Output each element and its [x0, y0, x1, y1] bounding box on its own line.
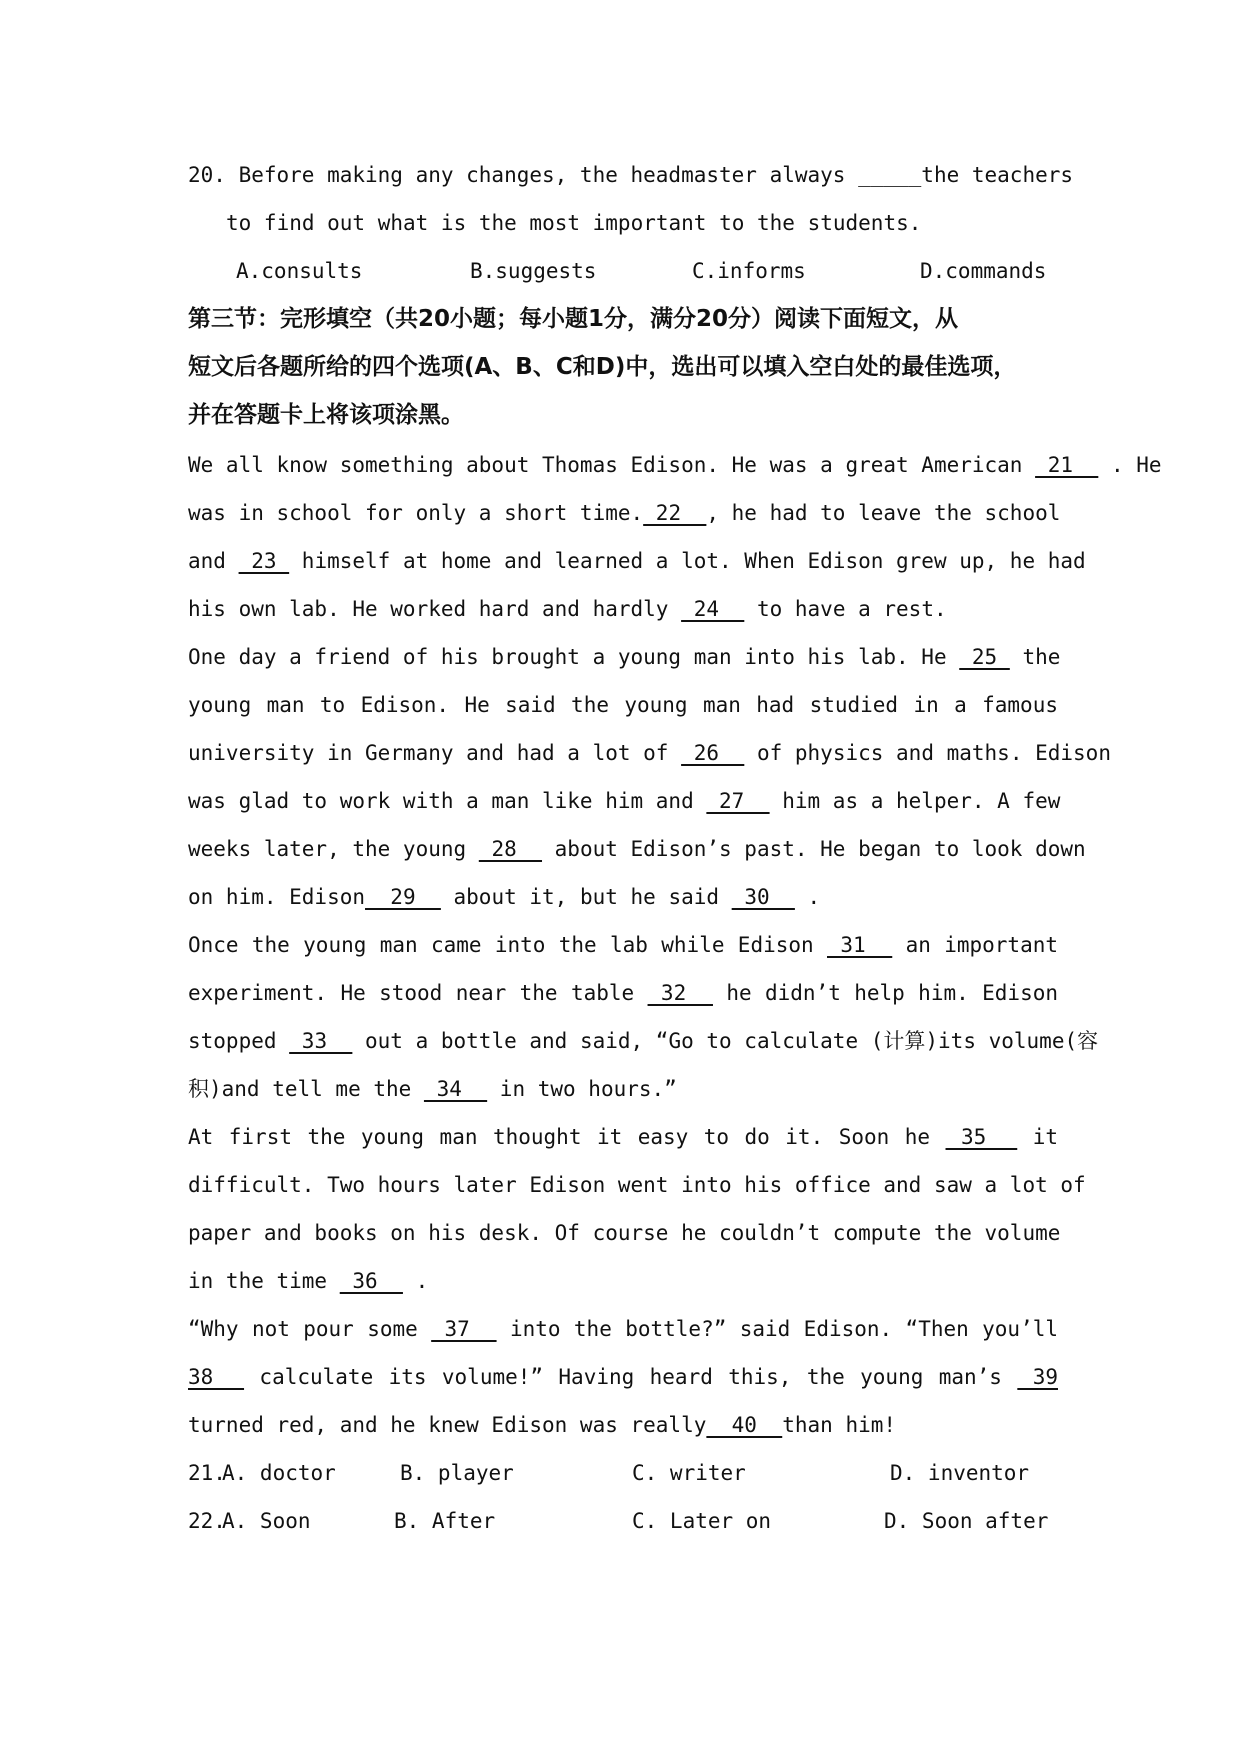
blank-37: 37: [431, 1317, 497, 1341]
q21-option-c[interactable]: C. writer: [632, 1461, 746, 1485]
passage-line: was glad to work with a man like him and 27 him as a helper. A few: [188, 789, 1061, 813]
q22-option-b[interactable]: B. After: [394, 1509, 496, 1533]
q20-stem-line2: to find out what is the most important to the students.: [226, 211, 922, 235]
passage-line: his own lab. He worked hard and hardly 24 to have a rest.: [188, 597, 947, 621]
passage-line: experiment. He stood near the table 32 he didn’t help him. Edison: [188, 981, 1058, 1005]
passage-line: 积)and tell me the 34 in two hours.”: [188, 1077, 677, 1101]
passage-line: stopped 33 out a bottle and said, “Go to calculate (计算)its volume(容: [188, 1029, 1099, 1053]
blank-36: 36: [339, 1269, 403, 1293]
section-heading-line2: 短文后各题所给的四个选项(A、B、C和D)中，选出可以填入空白处的最佳选项，: [188, 354, 1017, 380]
section-heading-line3: 并在答题卡上将该项涂黑。: [188, 402, 464, 428]
blank-32: 32: [647, 981, 713, 1005]
blank-23: 23: [238, 549, 290, 573]
blank-27: 27: [706, 789, 770, 813]
passage-line: university in Germany and had a lot of 26 of physics and maths. Edison: [188, 741, 1111, 765]
blank-22: 22: [643, 501, 707, 525]
q21-option-d[interactable]: D. inventor: [890, 1461, 1030, 1485]
q21-option-b[interactable]: B. player: [400, 1461, 514, 1485]
blank-21: 21: [1035, 453, 1099, 477]
blank-25: 25: [959, 645, 1010, 669]
section-heading-line1: 第三节：完形填空（共20小题；每小题1分，满分20分）阅读下面短文，从: [188, 306, 959, 332]
passage-line: and 23 himself at home and learned a lot. When Edison grew up, he had: [188, 549, 1086, 573]
passage-line: was in school for only a short time. 22 , he had to leave the school: [188, 501, 1061, 525]
passage-line: weeks later, the young 28 about Edison’s past. He began to look down: [188, 837, 1086, 861]
passage-line: We all know something about Thomas Edison. He was a great American 21 . He: [188, 453, 1162, 477]
passage-line: paper and books on his desk. Of course he couldn’t compute the volume: [188, 1221, 1061, 1245]
q21-number: 21.: [188, 1461, 226, 1485]
q21-option-a[interactable]: A. doctor: [222, 1461, 336, 1485]
q22-option-a[interactable]: A. Soon: [222, 1509, 311, 1533]
q22-option-c[interactable]: C. Later on: [632, 1509, 772, 1533]
passage-line: 38 calculate its volume!” Having heard this, the young man’s 39: [188, 1365, 1058, 1389]
q20-option-a[interactable]: A.consults: [236, 259, 363, 283]
blank-26: 26: [681, 741, 745, 765]
passage-line: on him. Edison 29 about it, but he said 30 .: [188, 885, 821, 909]
q20-stem-line1: 20. Before making any changes, the headmaster always _____the teachers: [188, 163, 1074, 187]
passage-line: “Why not pour some 37 into the bottle?” said Edison. “Then you’ll: [188, 1317, 1059, 1341]
blank-29: 29: [365, 885, 441, 909]
blank-28: 28: [478, 837, 543, 861]
blank-38: 38: [188, 1365, 245, 1389]
passage-line: difficult. Two hours later Edison went into his office and saw a lot of: [188, 1173, 1086, 1197]
passage-line: young man to Edison. He said the young man had studied in a famous: [188, 693, 1058, 717]
blank-33: 33: [289, 1029, 353, 1053]
blank-35: 35: [945, 1125, 1018, 1149]
blank-39: 39: [1017, 1365, 1058, 1389]
blank-31: 31: [827, 933, 893, 957]
q22-number: 22.: [188, 1509, 226, 1533]
passage-line: At first the young man thought it easy to do it. Soon he 35 it: [188, 1125, 1059, 1149]
blank-40: 40: [706, 1413, 783, 1437]
blank-24: 24: [681, 597, 745, 621]
blank-30: 30: [731, 885, 795, 909]
passage-line: One day a friend of his brought a young man into his lab. He 25 the: [188, 645, 1061, 669]
q20-option-c[interactable]: C.informs: [692, 259, 806, 283]
passage-line: in the time 36 .: [188, 1269, 429, 1293]
blank-34: 34: [423, 1077, 488, 1101]
passage-line: turned red, and he knew Edison was really 40 than him!: [188, 1413, 897, 1437]
q20-option-d[interactable]: D.commands: [920, 259, 1047, 283]
q22-option-d[interactable]: D. Soon after: [884, 1509, 1049, 1533]
q20-option-b[interactable]: B.suggests: [470, 259, 597, 283]
passage-line: Once the young man came into the lab while Edison 31 an important: [188, 933, 1058, 957]
